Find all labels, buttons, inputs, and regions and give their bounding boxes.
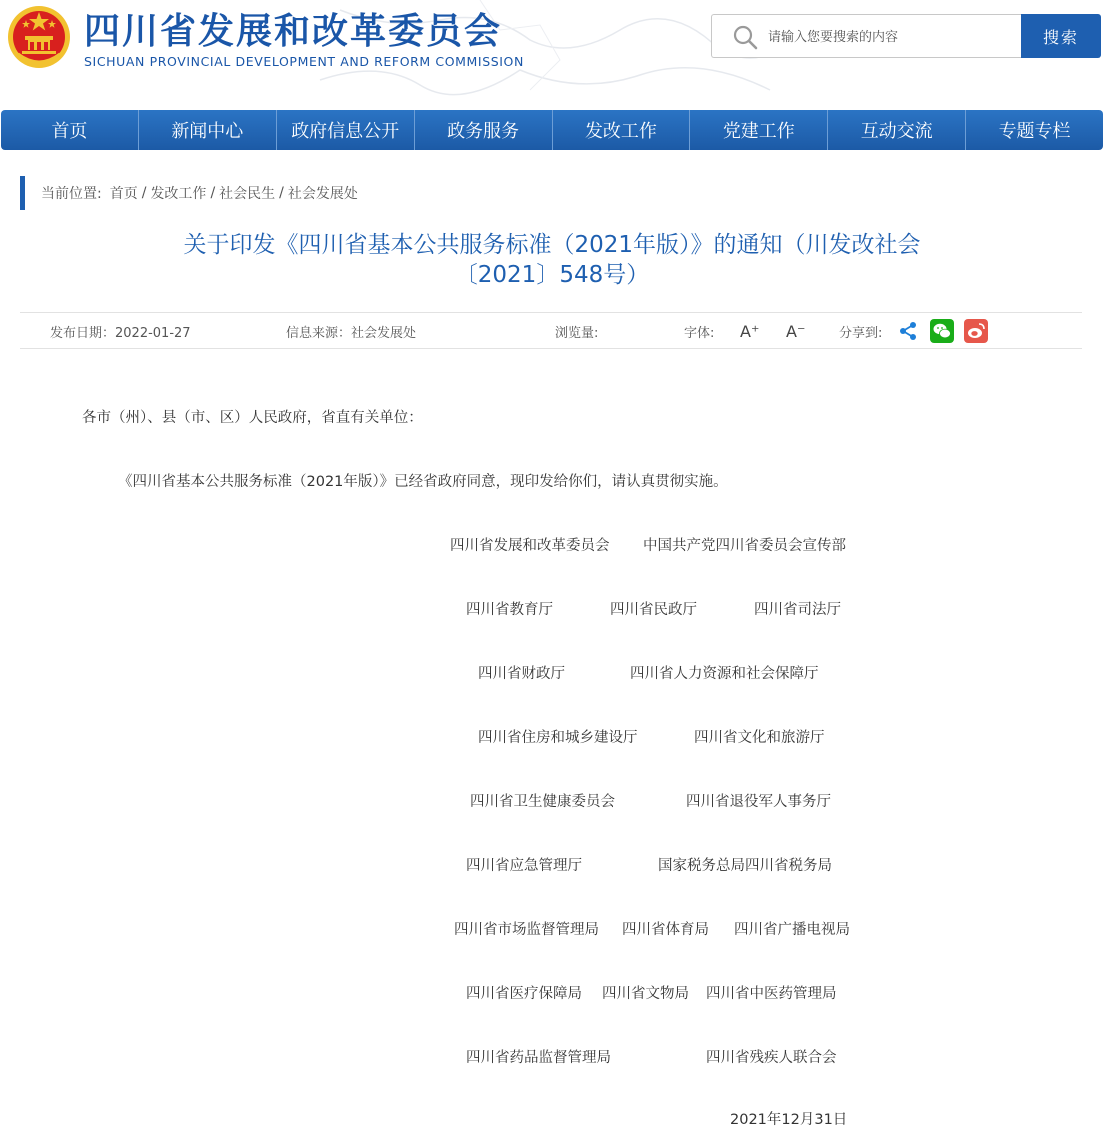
font-smaller-button[interactable]: A⁻ — [786, 322, 806, 341]
breadcrumb-social-development[interactable]: 社会发展处 — [287, 186, 358, 202]
national-emblem-icon — [6, 4, 72, 70]
signer: 四川省司法厅 — [754, 602, 841, 618]
share-icon[interactable] — [896, 319, 920, 343]
signer: 四川省退役军人事务厅 — [686, 794, 831, 810]
signer: 四川省残疾人联合会 — [706, 1050, 837, 1066]
signer: 四川省市场监督管理局 — [454, 922, 599, 938]
breadcrumb-separator: / — [279, 185, 284, 201]
search-button[interactable]: 搜索 — [1021, 14, 1101, 58]
nav-item-news[interactable]: 新闻中心 — [139, 110, 277, 150]
article-title-line1: 关于印发《四川省基本公共服务标准（2021年版）》的通知（川发改社会 — [183, 232, 921, 258]
signer: 四川省财政厅 — [478, 666, 565, 682]
signer: 四川省文物局 — [602, 986, 689, 1002]
signer: 四川省发展和改革委员会 — [450, 538, 610, 554]
publish-date: 发布日期：2022-01-27 — [50, 326, 191, 341]
signer: 四川省应急管理厅 — [466, 858, 582, 874]
nav-item-home[interactable]: 首页 — [1, 110, 139, 150]
signer: 四川省人力资源和社会保障厅 — [630, 666, 819, 682]
signer: 四川省住房和城乡建设厅 — [478, 730, 638, 746]
search-input[interactable] — [768, 25, 1008, 49]
signer: 四川省教育厅 — [466, 602, 553, 618]
signer: 中国共产党四川省委员会宣传部 — [643, 538, 846, 554]
share-label: 分享到: — [839, 326, 883, 341]
breadcrumb-accent-bar — [20, 176, 25, 210]
body-paragraph: 《四川省基本公共服务标准（2021年版）》已经省政府同意，现印发给你们，请认真贯彻实施。 — [118, 474, 728, 490]
signer: 四川省卫生健康委员会 — [470, 794, 615, 810]
signer: 四川省广播电视局 — [734, 922, 850, 938]
issue-date: 2021年12月31日 — [730, 1112, 848, 1128]
signer: 四川省体育局 — [622, 922, 709, 938]
signer: 四川省医疗保障局 — [466, 986, 582, 1002]
nav-item-interaction[interactable]: 互动交流 — [828, 110, 966, 150]
view-count-label: 浏览量: — [555, 326, 599, 341]
nav-item-gov-services[interactable]: 政务服务 — [415, 110, 553, 150]
weibo-icon[interactable] — [964, 319, 988, 343]
salutation: 各市（州）、县（市、区）人民政府，省直有关单位： — [82, 410, 423, 426]
article-title-line2: 〔2021〕548号） — [454, 262, 650, 288]
info-source: 信息来源：社会发展处 — [286, 326, 417, 341]
breadcrumb — [20, 176, 358, 210]
signer: 四川省中医药管理局 — [706, 986, 837, 1002]
article-meta-bar — [20, 312, 1082, 349]
signer: 四川省民政厅 — [610, 602, 697, 618]
search-box — [711, 14, 1022, 58]
breadcrumb-label: 当前位置: — [41, 186, 102, 202]
site-header — [0, 0, 1104, 108]
main-nav — [1, 110, 1103, 150]
breadcrumb-reform-work[interactable]: 发改工作 — [150, 186, 207, 202]
signer: 四川省药品监督管理局 — [466, 1050, 611, 1066]
site-title[interactable]: 四川省发展和改革委员会 — [84, 11, 503, 52]
breadcrumb-separator: / — [210, 185, 216, 201]
site-subtitle: SICHUAN PROVINCIAL DEVELOPMENT AND REFORM COMMISSION — [84, 54, 524, 69]
signer: 国家税务总局四川省税务局 — [658, 858, 832, 874]
nav-item-gov-info[interactable]: 政府信息公开 — [277, 110, 415, 150]
wechat-icon[interactable] — [930, 319, 954, 343]
breadcrumb-separator: / — [141, 185, 147, 201]
signer: 四川省文化和旅游厅 — [694, 730, 825, 746]
search-icon — [732, 24, 758, 50]
nav-item-reform-work[interactable]: 发改工作 — [553, 110, 691, 150]
font-larger-button[interactable]: A⁺ — [740, 322, 760, 341]
breadcrumb-social-livelihood[interactable]: 社会民生 — [219, 186, 276, 202]
font-size-label: 字体: — [684, 326, 715, 341]
nav-item-special-topics[interactable]: 专题专栏 — [998, 121, 1071, 142]
breadcrumb-home[interactable]: 首页 — [109, 186, 138, 202]
article-title — [40, 230, 1064, 290]
nav-item-party-work[interactable]: 党建工作 — [690, 110, 828, 150]
